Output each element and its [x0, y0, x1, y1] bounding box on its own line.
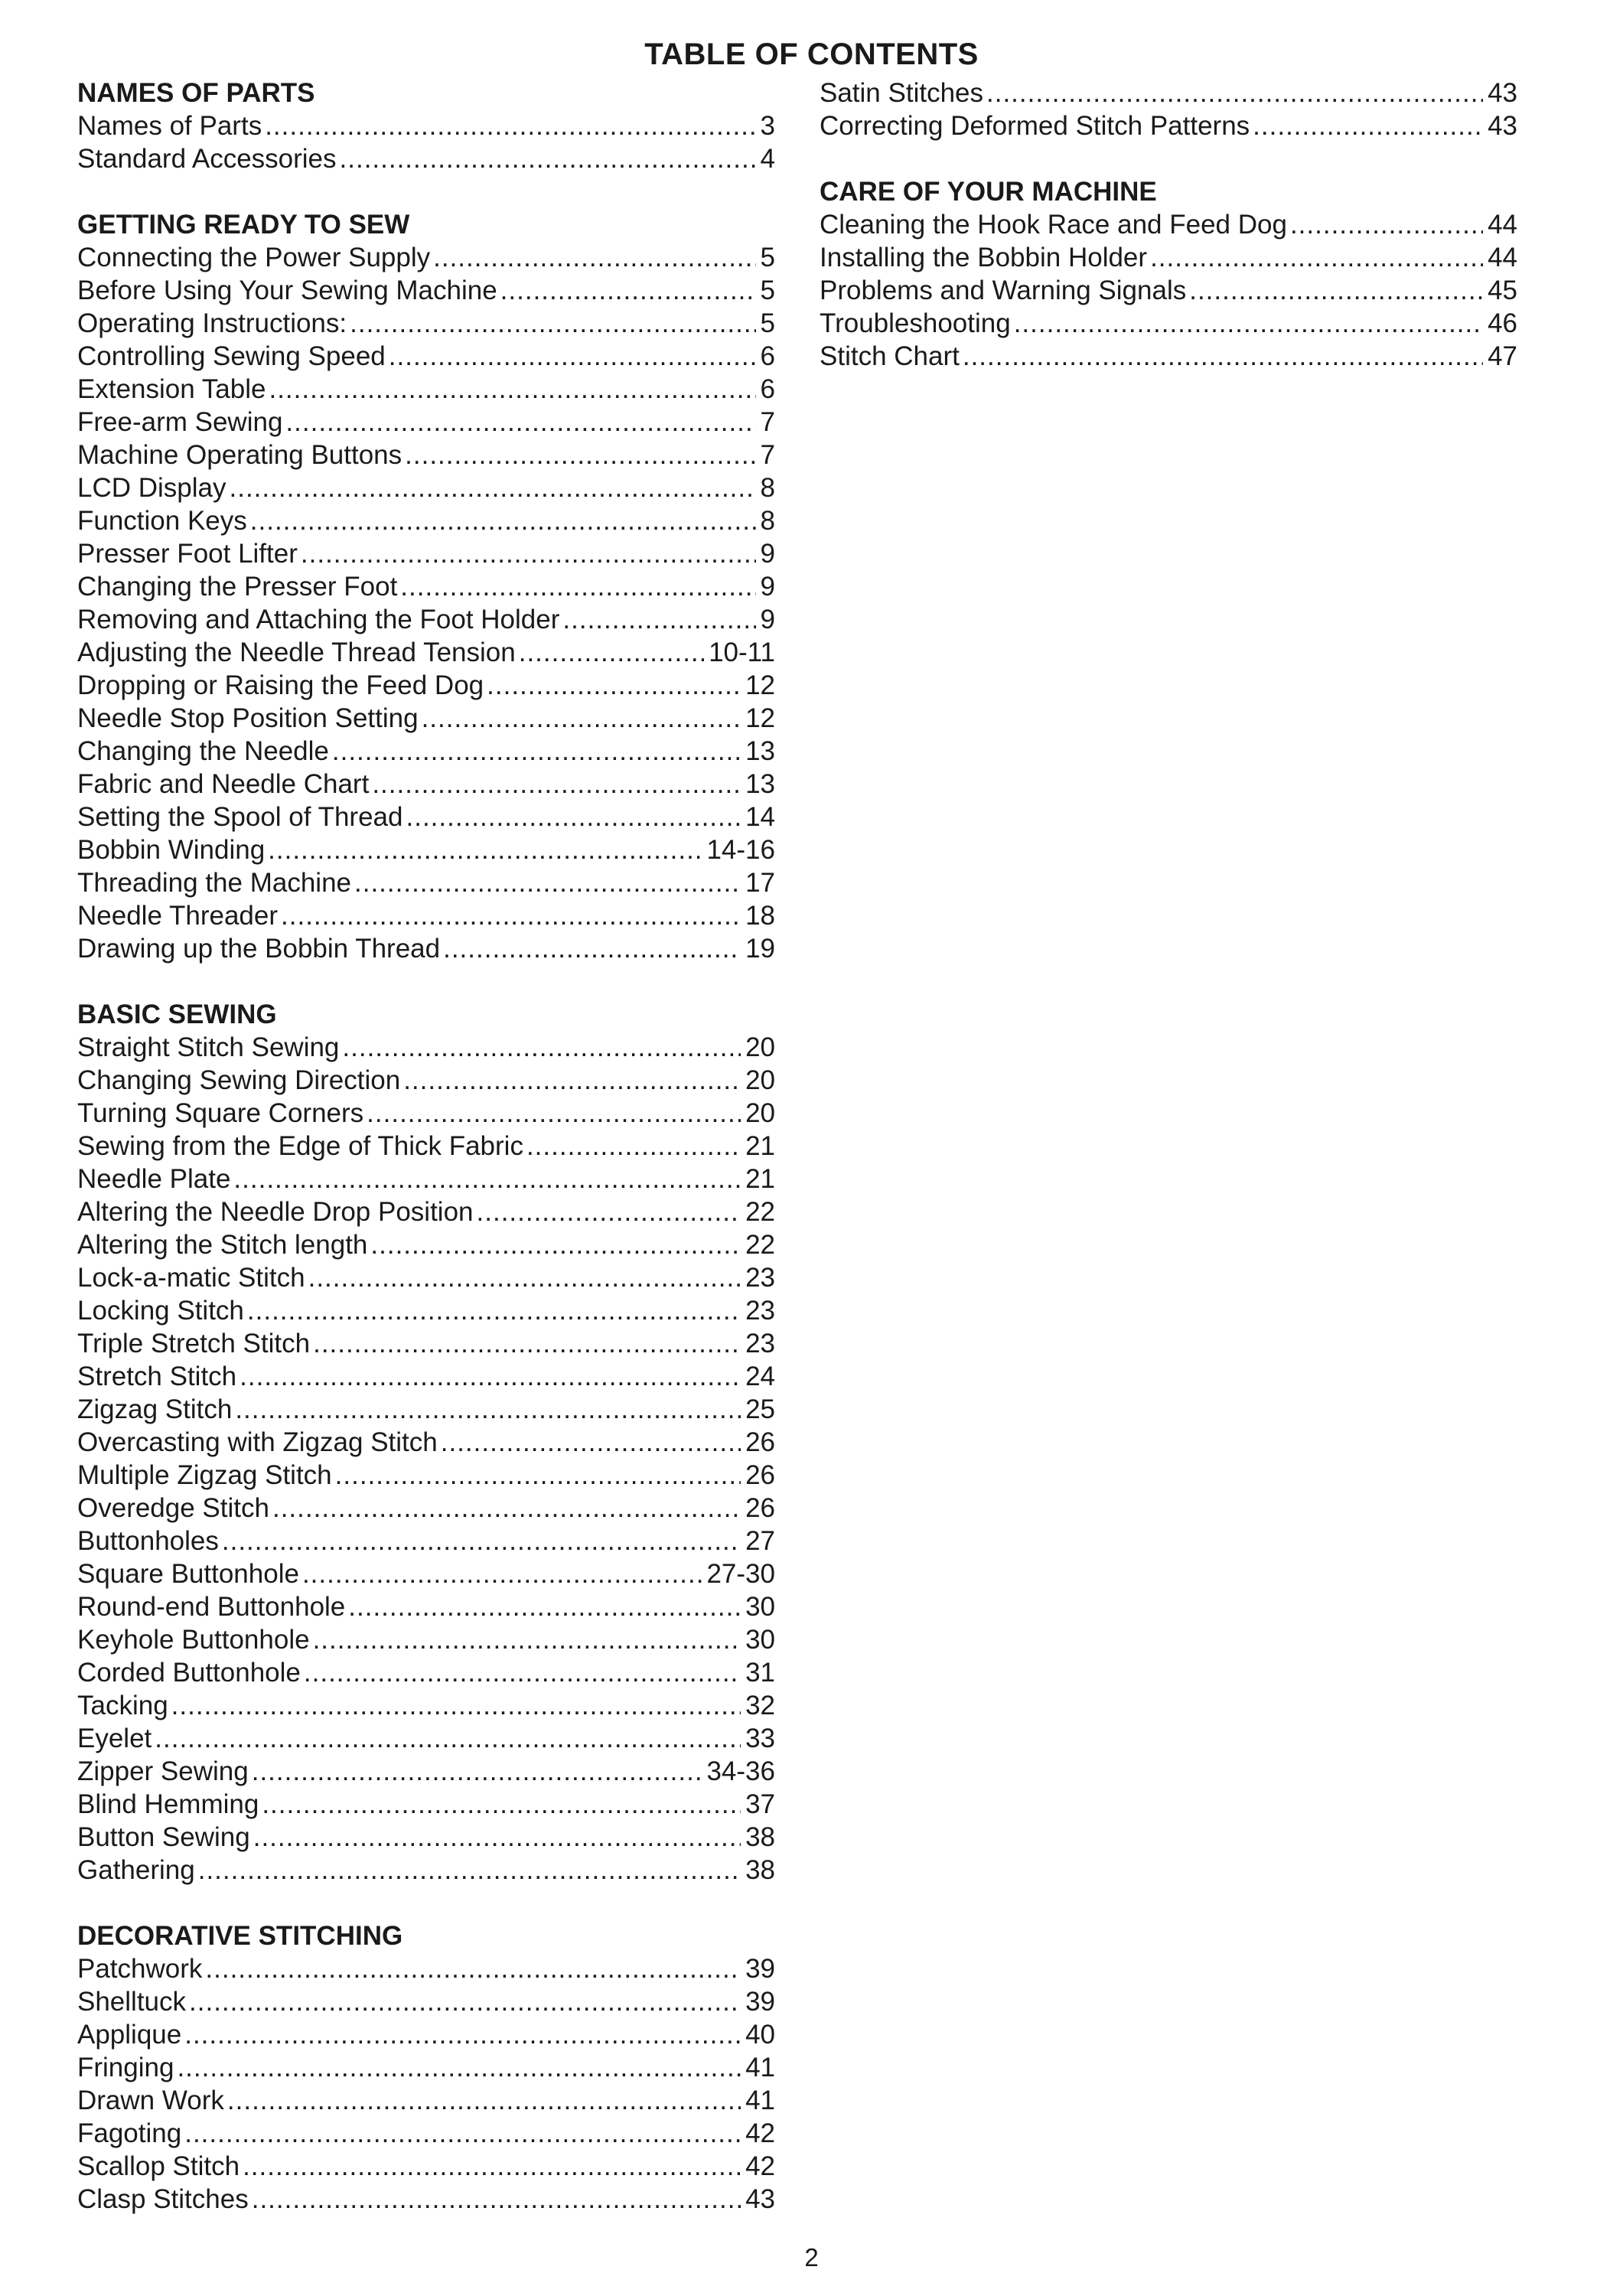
dot-leader	[348, 1590, 741, 1623]
toc-entry[interactable]	[77, 1031, 775, 1064]
toc-entry[interactable]	[77, 109, 775, 142]
toc-entry[interactable]	[77, 1755, 775, 1788]
toc-entry-page: 33	[745, 1724, 775, 1753]
toc-entry[interactable]	[77, 603, 775, 636]
dot-leader	[281, 899, 741, 932]
dot-leader	[269, 373, 755, 406]
dot-leader	[233, 1163, 741, 1195]
toc-entry[interactable]	[77, 1459, 775, 1492]
dot-leader	[177, 2051, 741, 2084]
toc-entry[interactable]	[77, 833, 775, 866]
toc-entry-label: Threading the Machine	[77, 868, 351, 898]
toc-entry[interactable]	[77, 866, 775, 899]
toc-entry-label: Correcting Deformed Stitch Patterns	[820, 111, 1250, 141]
toc-entry-page: 22	[745, 1230, 775, 1260]
dot-leader	[370, 1228, 741, 1261]
dot-leader	[405, 439, 755, 471]
toc-entry-page: 9	[760, 605, 775, 634]
toc-entry-label: Scallop Stitch	[77, 2151, 240, 2181]
toc-entry-label: Clasp Stitches	[77, 2184, 249, 2214]
toc-entry-label: Needle Threader	[77, 901, 279, 931]
toc-entry-label: Overedge Stitch	[77, 1493, 269, 1523]
dot-leader	[184, 2117, 741, 2150]
toc-entry-label: Adjusting the Needle Thread Tension	[77, 638, 516, 667]
toc-entry-label: Altering the Stitch length	[77, 1230, 368, 1260]
toc-entry-label: Lock-a-matic Stitch	[77, 1263, 305, 1293]
toc-entry[interactable]	[77, 1261, 775, 1294]
dot-leader	[477, 1195, 741, 1228]
toc-entry-page: 26	[745, 1427, 775, 1457]
dot-leader	[243, 2150, 741, 2183]
toc-entry[interactable]	[77, 2051, 775, 2084]
section-heading: NAMES OF PARTS	[77, 78, 315, 108]
toc-entry-page: 3	[760, 111, 775, 141]
toc-entry-label: Operating Instructions:	[77, 308, 347, 338]
toc-entry[interactable]	[77, 340, 775, 373]
toc-entry[interactable]	[77, 932, 775, 965]
dot-leader	[230, 471, 756, 504]
dot-leader	[367, 1097, 741, 1130]
toc-entry-label: Corded Buttonhole	[77, 1658, 301, 1688]
toc-entry-label: Presser Foot Lifter	[77, 539, 298, 569]
toc-entry-label: Buttonholes	[77, 1526, 219, 1556]
dot-leader	[406, 801, 741, 833]
toc-entry[interactable]	[77, 471, 775, 504]
toc-entry[interactable]	[77, 241, 775, 274]
dot-leader	[963, 340, 1483, 373]
toc-section-names-of-parts	[77, 77, 775, 175]
toc-entry-label: Keyhole Buttonhole	[77, 1625, 310, 1655]
dot-leader	[519, 636, 704, 669]
toc-entry[interactable]	[77, 1854, 775, 1887]
toc-entry-page: 23	[745, 1263, 775, 1293]
dot-leader	[265, 109, 755, 142]
toc-entry-page: 18	[745, 901, 775, 931]
toc-entry-label: Gathering	[77, 1855, 195, 1885]
toc-entry[interactable]	[77, 1722, 775, 1755]
toc-entry-page: 12	[745, 703, 775, 733]
dot-leader	[1253, 109, 1483, 142]
toc-entry[interactable]	[77, 636, 775, 669]
toc-entry-page: 38	[745, 1822, 775, 1852]
toc-entry-label: Free-arm Sewing	[77, 407, 283, 437]
toc-entry-page: 30	[745, 1625, 775, 1655]
dot-leader	[335, 1459, 741, 1492]
toc-entry-page: 19	[745, 934, 775, 964]
toc-entry-page: 23	[745, 1329, 775, 1358]
toc-entry-label: Zigzag Stitch	[77, 1394, 233, 1424]
toc-entry-page: 27	[745, 1526, 775, 1556]
dot-leader	[1014, 307, 1483, 340]
toc-entry-label: Changing the Needle	[77, 736, 329, 766]
dot-leader	[222, 1525, 741, 1557]
toc-entry[interactable]	[77, 1985, 775, 2018]
toc-entry-label: Needle Plate	[77, 1164, 231, 1194]
dot-leader	[240, 1360, 741, 1393]
toc-entry-page: 5	[760, 243, 775, 272]
toc-entry-label: Machine Operating Buttons	[77, 440, 402, 470]
toc-entry-page: 47	[1488, 341, 1517, 371]
toc-entry-label: Turning Square Corners	[77, 1098, 364, 1128]
toc-entry-label: Eyelet	[77, 1724, 152, 1753]
dot-leader	[487, 669, 741, 702]
toc-entry-page: 22	[745, 1197, 775, 1227]
toc-entry-label: Round-end Buttonhole	[77, 1592, 346, 1622]
toc-entry[interactable]	[77, 1689, 775, 1722]
toc-entry-label: Cleaning the Hook Race and Feed Dog	[820, 210, 1287, 240]
toc-entry[interactable]	[77, 1525, 775, 1557]
toc-entry-page: 27-30	[706, 1559, 775, 1589]
toc-entry-label: Satin Stitches	[820, 78, 983, 108]
toc-entry-page: 10-11	[709, 638, 775, 667]
dot-leader	[252, 1755, 702, 1788]
toc-entry[interactable]	[820, 274, 1517, 307]
toc-entry-page: 20	[745, 1098, 775, 1128]
toc-entry-label: Installing the Bobbin Holder	[820, 243, 1148, 272]
dot-leader	[403, 1064, 741, 1097]
dot-leader	[205, 1952, 741, 1985]
toc-entry[interactable]	[77, 373, 775, 406]
toc-entry[interactable]	[77, 1195, 775, 1228]
dot-leader	[1189, 274, 1483, 307]
dot-leader	[389, 340, 756, 373]
toc-entry-page: 43	[1488, 78, 1517, 108]
toc-entry-page: 8	[760, 506, 775, 536]
page-title: TABLE OF CONTENTS	[644, 38, 979, 71]
toc-entry-label: Extension Table	[77, 374, 266, 404]
section-heading: BASIC SEWING	[77, 1000, 277, 1029]
toc-section-decorative-stitching	[77, 1919, 775, 2216]
toc-entry[interactable]	[77, 504, 775, 537]
toc-entry-page: 37	[745, 1789, 775, 1819]
toc-entry[interactable]	[77, 1294, 775, 1327]
toc-entry-label: Blind Hemming	[77, 1789, 259, 1819]
toc-entry-page: 23	[745, 1296, 775, 1326]
dot-leader	[526, 1130, 741, 1163]
toc-entry-page: 9	[760, 539, 775, 569]
toc-entry-label: Dropping or Raising the Feed Dog	[77, 670, 484, 700]
toc-entry-label: Tacking	[77, 1691, 168, 1720]
toc-entry[interactable]	[77, 274, 775, 307]
toc-entry-page: 38	[745, 1855, 775, 1885]
toc-entry-label: Straight Stitch Sewing	[77, 1032, 340, 1062]
toc-entry[interactable]	[820, 307, 1517, 340]
toc-section-basic-sewing	[77, 998, 775, 1887]
toc-entry-page: 4	[760, 144, 775, 174]
dot-leader	[340, 142, 756, 175]
dot-leader	[433, 241, 755, 274]
toc-entry-label: Removing and Attaching the Foot Holder	[77, 605, 560, 634]
dot-leader	[313, 1327, 741, 1360]
toc-entry-label: Sewing from the Edge of Thick Fabric	[77, 1131, 523, 1161]
toc-entry-page: 6	[760, 341, 775, 371]
toc-entry-page: 21	[745, 1131, 775, 1161]
toc-entry-page: 31	[745, 1658, 775, 1688]
toc-entry-page: 17	[745, 868, 775, 898]
toc-entry-label: Multiple Zigzag Stitch	[77, 1460, 332, 1490]
toc-entry[interactable]	[77, 1130, 775, 1163]
toc-entry-page: 41	[745, 2086, 775, 2115]
dot-leader	[562, 603, 755, 636]
toc-entry-label: Needle Stop Position Setting	[77, 703, 419, 733]
toc-entry-label: Controlling Sewing Speed	[77, 341, 386, 371]
dot-leader	[252, 2183, 741, 2216]
toc-entry[interactable]	[77, 1228, 775, 1261]
toc-entry-page: 45	[1488, 276, 1517, 305]
section-heading: CARE OF YOUR MACHINE	[820, 177, 1157, 207]
toc-entry-page: 44	[1488, 210, 1517, 240]
toc-entry-label: Troubleshooting	[820, 308, 1011, 338]
toc-entry-page: 7	[760, 440, 775, 470]
toc-entry[interactable]	[77, 142, 775, 175]
toc-entry-page: 6	[760, 374, 775, 404]
toc-entry[interactable]	[77, 801, 775, 833]
toc-entry-label: Connecting the Power Supply	[77, 243, 431, 272]
toc-entry[interactable]	[77, 1064, 775, 1097]
dot-leader	[171, 1689, 741, 1722]
toc-entry-label: LCD Display	[77, 473, 227, 503]
dot-leader	[342, 1031, 741, 1064]
dot-leader	[247, 1294, 741, 1327]
toc-entry-page: 7	[760, 407, 775, 437]
dot-leader	[354, 866, 741, 899]
toc-entry-page: 20	[745, 1032, 775, 1062]
toc-entry[interactable]	[77, 1590, 775, 1623]
toc-entry[interactable]	[820, 208, 1517, 241]
dot-leader	[443, 932, 741, 965]
toc-entry-page: 39	[745, 1987, 775, 2017]
toc-entry-label: Problems and Warning Signals	[820, 276, 1187, 305]
toc-entry-label: Zipper Sewing	[77, 1756, 249, 1786]
toc-entry[interactable]	[77, 1327, 775, 1360]
toc-entry[interactable]	[77, 669, 775, 702]
toc-entry-page: 20	[745, 1065, 775, 1095]
toc-entry[interactable]	[77, 537, 775, 570]
dot-leader	[268, 833, 702, 866]
toc-entry-page: 14-16	[706, 835, 775, 865]
toc-entry-label: Fringing	[77, 2053, 174, 2082]
toc-right-column	[820, 77, 1517, 373]
toc-entry-label: Changing Sewing Direction	[77, 1065, 401, 1095]
toc-entry-page: 9	[760, 572, 775, 602]
toc-entry-page: 5	[760, 308, 775, 338]
toc-entry-label: Bobbin Winding	[77, 835, 266, 865]
toc-entry-label: Patchwork	[77, 1954, 203, 1984]
toc-entry[interactable]	[77, 2084, 775, 2117]
toc-entry-label: Overcasting with Zigzag Stitch	[77, 1427, 438, 1457]
dot-leader	[313, 1623, 741, 1656]
toc-entry-page: 43	[745, 2184, 775, 2214]
toc-entry[interactable]	[77, 439, 775, 471]
toc-entry-label: Shelltuck	[77, 1987, 187, 2017]
toc-entry-page: 42	[745, 2151, 775, 2181]
toc-entry-label: Fagoting	[77, 2118, 182, 2148]
toc-entry-label: Square Buttonhole	[77, 1559, 299, 1589]
toc-entry[interactable]	[77, 1426, 775, 1459]
toc-entry-label: Stretch Stitch	[77, 1362, 237, 1391]
toc-entry[interactable]	[77, 1097, 775, 1130]
toc-entry-label: Standard Accessories	[77, 144, 337, 174]
toc-entry[interactable]	[77, 1393, 775, 1426]
dot-leader	[1150, 241, 1483, 274]
toc-entry[interactable]	[77, 1557, 775, 1590]
toc-entry-page: 25	[745, 1394, 775, 1424]
dot-leader	[332, 735, 741, 768]
toc-entry-page: 21	[745, 1164, 775, 1194]
dot-leader	[372, 768, 741, 801]
dot-leader	[500, 274, 756, 307]
toc-entry-page: 26	[745, 1493, 775, 1523]
dot-leader	[308, 1261, 741, 1294]
toc-entry-page: 5	[760, 276, 775, 305]
toc-entry-page: 43	[1488, 111, 1517, 141]
section-heading: GETTING READY TO SEW	[77, 210, 410, 240]
dot-leader	[986, 77, 1483, 109]
toc-entry-label: Button Sewing	[77, 1822, 250, 1852]
dot-leader	[253, 1821, 741, 1854]
toc-entry-label: Function Keys	[77, 506, 247, 536]
toc-entry-label: Setting the Spool of Thread	[77, 802, 403, 832]
toc-entry[interactable]	[77, 1163, 775, 1195]
toc-entry[interactable]	[77, 1656, 775, 1689]
toc-entry-label: Applique	[77, 2020, 182, 2050]
toc-entry[interactable]	[77, 2117, 775, 2150]
toc-entry-label: Before Using Your Sewing Machine	[77, 276, 497, 305]
toc-entry[interactable]	[77, 1492, 775, 1525]
toc-entry-label: Stitch Chart	[820, 341, 960, 371]
toc-entry-page: 44	[1488, 243, 1517, 272]
toc-entry[interactable]	[77, 1623, 775, 1656]
toc-entry-page: 41	[745, 2053, 775, 2082]
toc-entry-page: 14	[745, 802, 775, 832]
toc-entry-label: Locking Stitch	[77, 1296, 244, 1326]
dot-leader	[1290, 208, 1483, 241]
toc-entry-label: Fabric and Needle Chart	[77, 769, 370, 799]
toc-entry[interactable]	[77, 1788, 775, 1821]
dot-leader	[301, 537, 756, 570]
toc-entry[interactable]	[820, 109, 1517, 142]
toc-entry-label: Altering the Needle Drop Position	[77, 1197, 474, 1227]
toc-left-column	[77, 77, 775, 2216]
toc-entry-page: 24	[745, 1362, 775, 1391]
toc-entry-page: 42	[745, 2118, 775, 2148]
dot-leader	[304, 1656, 741, 1689]
toc-entry-label: Triple Stretch Stitch	[77, 1329, 311, 1358]
toc-entry-page: 34-36	[706, 1756, 775, 1786]
toc-entry[interactable]	[77, 735, 775, 768]
toc-entry[interactable]	[77, 1821, 775, 1854]
dot-leader	[155, 1722, 741, 1755]
toc-entry-page: 13	[745, 769, 775, 799]
toc-entry-page: 46	[1488, 308, 1517, 338]
toc-entry[interactable]	[820, 340, 1517, 373]
toc-entry-page: 26	[745, 1460, 775, 1490]
toc-entry[interactable]	[77, 1360, 775, 1393]
toc-entry-page: 13	[745, 736, 775, 766]
toc-entry[interactable]	[77, 899, 775, 932]
toc-entry[interactable]	[77, 2183, 775, 2216]
toc-entry[interactable]	[820, 77, 1517, 109]
toc-entry[interactable]	[77, 702, 775, 735]
dot-leader	[400, 570, 755, 603]
toc-entry-label: Drawing up the Bobbin Thread	[77, 934, 441, 964]
dot-leader	[189, 1985, 741, 2018]
dot-leader	[198, 1854, 741, 1887]
toc-entry-page: 40	[745, 2020, 775, 2050]
toc-entry-page: 12	[745, 670, 775, 700]
toc-entry[interactable]	[77, 406, 775, 439]
toc-entry[interactable]	[77, 570, 775, 603]
dot-leader	[441, 1426, 741, 1459]
toc-section-care-of-your-machine	[820, 175, 1517, 373]
section-heading: DECORATIVE STITCHING	[77, 1921, 403, 1951]
dot-leader	[285, 406, 755, 439]
toc-section-getting-ready-to-sew	[77, 208, 775, 965]
dot-leader	[235, 1393, 741, 1426]
dot-leader	[227, 2084, 741, 2117]
toc-entry-label: Drawn Work	[77, 2086, 224, 2115]
toc-entry-page: 30	[745, 1592, 775, 1622]
toc-entry[interactable]	[77, 2018, 775, 2051]
dot-leader	[422, 702, 741, 735]
dot-leader	[302, 1557, 702, 1590]
dot-leader	[272, 1492, 741, 1525]
dot-leader	[350, 307, 755, 340]
toc-entry-label: Names of Parts	[77, 111, 262, 141]
toc-entry-page: 32	[745, 1691, 775, 1720]
dot-leader	[250, 504, 756, 537]
toc-entry-label: Changing the Presser Foot	[77, 572, 398, 602]
toc-entry[interactable]	[77, 2150, 775, 2183]
toc-entry[interactable]	[77, 307, 775, 340]
toc-entry-page: 39	[745, 1954, 775, 1984]
toc-entry-page: 8	[760, 473, 775, 503]
toc-entry[interactable]	[77, 1952, 775, 1985]
toc-entry[interactable]	[77, 768, 775, 801]
page-number: 2	[804, 2243, 819, 2272]
dot-leader	[184, 2018, 741, 2051]
toc-section-continued	[820, 77, 1517, 142]
dot-leader	[262, 1788, 741, 1821]
toc-entry[interactable]	[820, 241, 1517, 274]
